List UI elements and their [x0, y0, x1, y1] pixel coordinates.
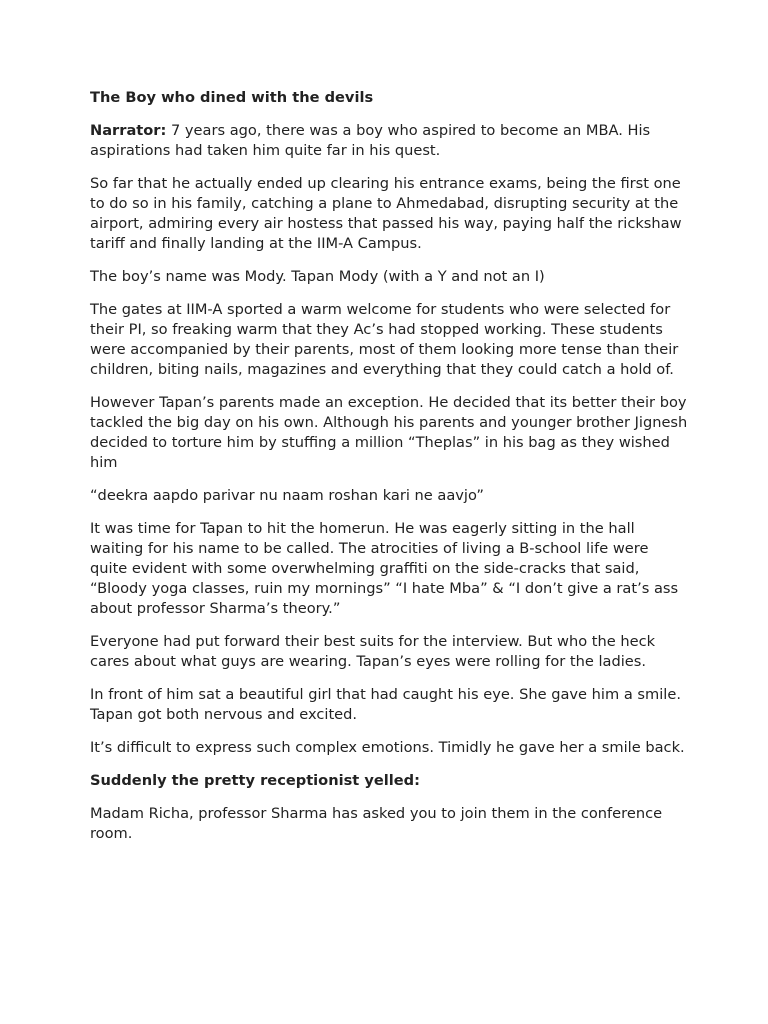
bold-paragraph: Suddenly the pretty receptionist yelled: [90, 772, 420, 789]
narrator-paragraph [90, 121, 690, 161]
quote-paragraph: “deekra aapdo parivar nu naam roshan kari ne aavjo” [90, 487, 484, 504]
document-page [90, 88, 690, 857]
paragraph: Everyone had put forward their best suits for the interview. But who the heck cares about what guys are wearing. Tapan’s eyes were rolling for the ladies. [90, 633, 656, 670]
paragraph: However Tapan’s parents made an exception. He decided that its better their boy tackled the big day on his own. Although his parents and younger brother Jignesh decided to torture him by stuffing a million “Theplas” in his bag as they wished him [90, 394, 688, 471]
paragraph: It’s difficult to express such complex emotions. Timidly he gave her a smile back. [90, 739, 685, 756]
document-title: The Boy who dined with the devils [90, 89, 374, 106]
narrator-label: Narrator: [90, 122, 167, 139]
paragraph: So far that he actually ended up clearing his entrance exams, being the first one to do so in his family, catching a plane to Ahmedabad, disrupting security at the airport, admiring every air hostess that passed his way, paying half the rickshaw tariff and finally landing at the IIM-A Campus. [90, 175, 682, 252]
paragraph: The gates at IIM-A sported a warm welcome for students who were selected for their PI, so freaking warm that they Ac’s had stopped working. These students were accompanied by their parents, most of them looking more tense than their children, biting nails, magazines and everything that they could catch a hold of. [90, 301, 679, 378]
paragraph: Madam Richa, professor Sharma has asked you to join them in the conference room. [90, 805, 663, 842]
paragraph: In front of him sat a beautiful girl that had caught his eye. She gave him a smile. Tapan got both nervous and excited. [90, 686, 681, 723]
paragraph: It was time for Tapan to hit the homerun. He was eagerly sitting in the hall waiting for his name to be called. The atrocities of living a B-school life were quite evident with some overwhelming graffiti on the side-cracks that said, “Bloody yoga classes, ruin my mornings” “I hate Mba” & “I don’t give a rat’s ass about professor Sharma’s theory.” [90, 520, 679, 617]
paragraph: The boy’s name was Mody. Tapan Mody (with a Y and not an I) [90, 268, 545, 285]
narrator-text: 7 years ago, there was a boy who aspired to become an MBA. His aspirations had taken him quite far in his quest. [90, 122, 651, 159]
